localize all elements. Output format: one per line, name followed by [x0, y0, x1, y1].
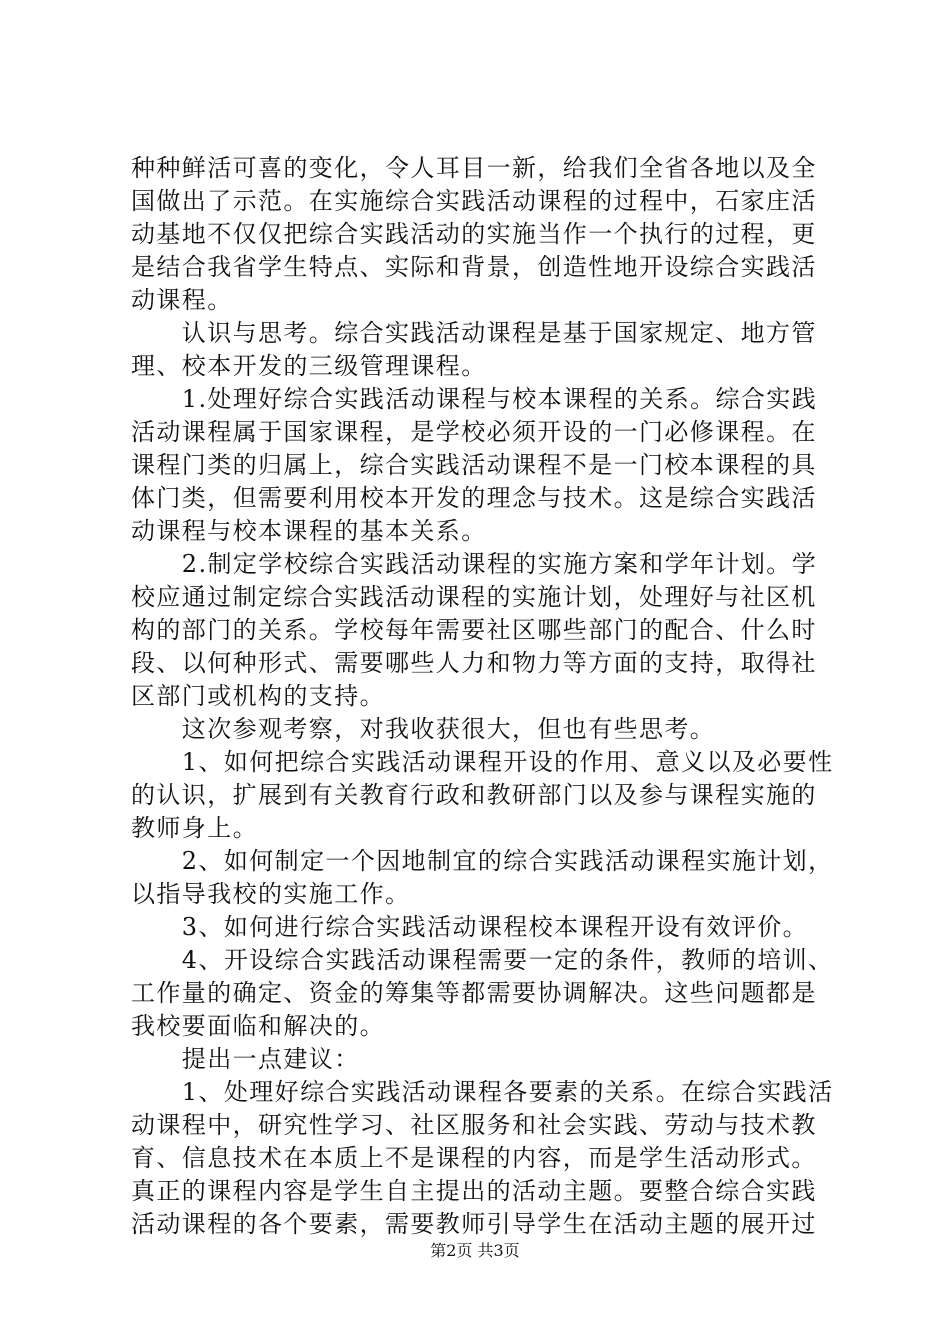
text-line-5: 动课程。: [131, 286, 233, 314]
text-line-30: 动课程中，研究性学习、社区服务和社会实践、劳动与技术教: [131, 1111, 817, 1139]
text-line-15: 构的部门的关系。学校每年需要社区哪些部门的配合、什么时: [131, 616, 817, 644]
text-line-3: 动基地不仅仅把综合实践活动的实施当作一个执行的过程，更: [131, 220, 817, 248]
text-line-17: 区部门或机构的支持。: [131, 682, 385, 710]
text-line-22: 2、如何制定一个因地制宜的综合实践活动课程实施计划，: [131, 847, 834, 875]
text-line-16: 段、以何种形式、需要哪些人力和物力等方面的支持，取得社: [131, 649, 817, 677]
text-line-19: 1、如何把综合实践活动课程开设的作用、意义以及必要性: [131, 748, 834, 776]
text-line-7: 理、校本开发的三级管理课程。: [131, 352, 487, 380]
text-line-31: 育、信息技术在本质上不是课程的内容，而是学生活动形式。: [131, 1144, 817, 1172]
text-line-27: 我校要面临和解决的。: [131, 1012, 385, 1040]
text-line-32: 真正的课程内容是学生自主提出的活动主题。要整合综合实践: [131, 1177, 817, 1205]
text-line-2: 国做出了示范。在实施综合实践活动课程的过程中，石家庄活: [131, 187, 817, 215]
text-line-23: 以指导我校的实施工作。: [131, 880, 411, 908]
text-line-20: 的认识，扩展到有关教育行政和教研部门以及参与课程实施的: [131, 781, 817, 809]
text-line-24: 3、如何进行综合实践活动课程校本课程开设有效评价。: [131, 913, 809, 941]
text-line-18: 这次参观考察，对我收获很大，但也有些思考。: [131, 715, 716, 743]
text-line-6: 认识与思考。综合实践活动课程是基于国家规定、地方管: [131, 319, 817, 347]
page-number-footer: 第2页 共3页: [430, 1241, 520, 1260]
text-line-4: 是结合我省学生特点、实际和背景，创造性地开设综合实践活: [131, 253, 817, 281]
text-line-11: 体门类，但需要利用校本开发的理念与技术。这是综合实践活: [131, 484, 817, 512]
document-body: [131, 152, 834, 1241]
text-line-1: 种种鲜活可喜的变化，令人耳目一新，给我们全省各地以及全: [131, 154, 817, 182]
text-line-9: 活动课程属于国家课程，是学校必须开设的一门必修课程。在: [131, 418, 817, 446]
text-line-29: 1、处理好综合实践活动课程各要素的关系。在综合实践活: [131, 1078, 834, 1106]
text-line-13: 2.制定学校综合实践活动课程的实施方案和学年计划。学: [131, 550, 818, 578]
text-line-26: 工作量的确定、资金的筹集等都需要协调解决。这些问题都是: [131, 979, 817, 1007]
text-line-33: 活动课程的各个要素，需要教师引导学生在活动主题的展开过: [131, 1210, 817, 1238]
text-line-10: 课程门类的归属上，综合实践活动课程不是一门校本课程的具: [131, 451, 817, 479]
text-line-21: 教师身上。: [131, 814, 258, 842]
text-line-28: 提出一点建议：: [131, 1045, 360, 1073]
text-line-8: 1.处理好综合实践活动课程与校本课程的关系。综合实践: [131, 385, 818, 413]
text-line-25: 4、开设综合实践活动课程需要一定的条件，教师的培训、: [131, 946, 834, 974]
text-line-14: 校应通过制定综合实践活动课程的实施计划，处理好与社区机: [131, 583, 817, 611]
text-line-12: 动课程与校本课程的基本关系。: [131, 517, 487, 545]
